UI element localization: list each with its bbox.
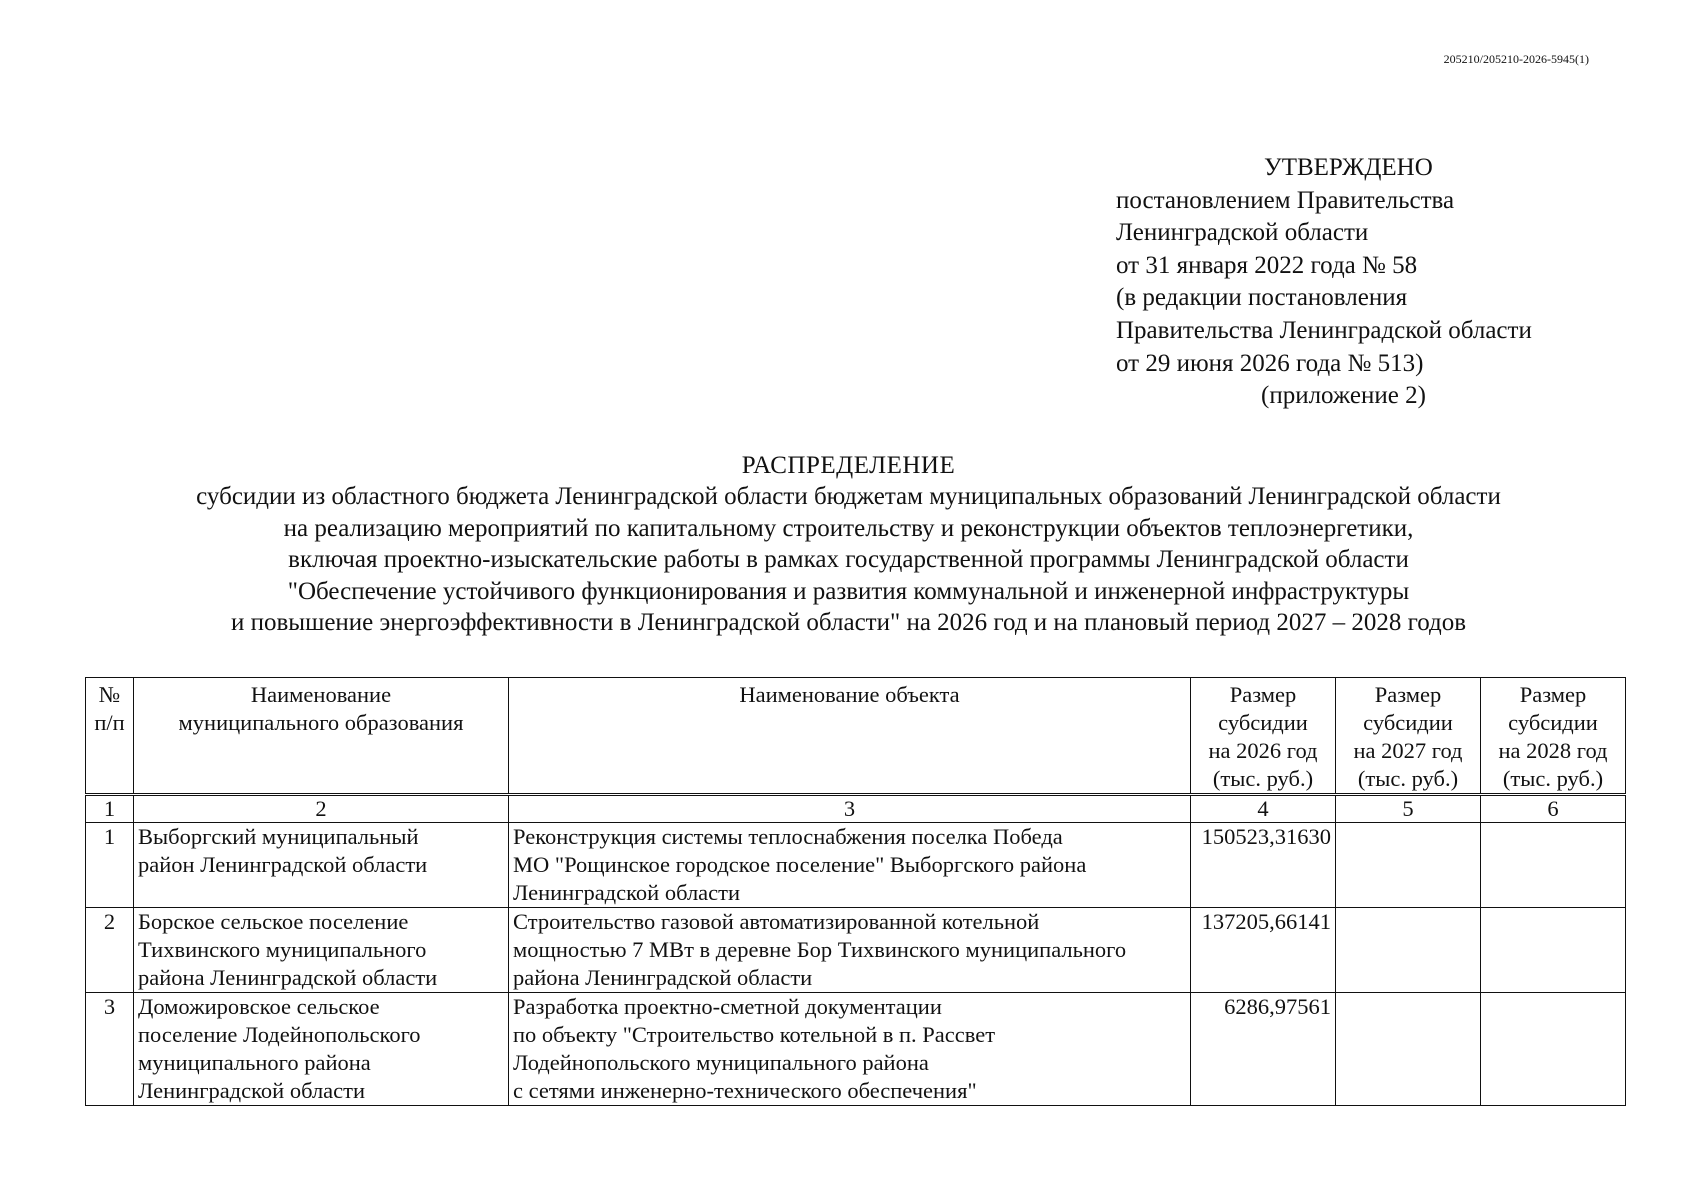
table-row — [86, 908, 1626, 993]
amount-2027 — [1336, 908, 1481, 993]
amount-2028 — [1481, 908, 1626, 993]
municipality-cell: Выборгский муниципальный район Ленинградской области — [134, 823, 509, 908]
approval-appendix: (приложение 2) — [1261, 382, 1426, 410]
amount-2026: 137205,66141 — [1191, 908, 1336, 993]
column-number: 6 — [1481, 795, 1626, 823]
column-number: 1 — [86, 795, 134, 823]
document-id: 205210/205210-2026-5945(1) — [1443, 52, 1589, 66]
approval-line: Правительства Ленинградской области — [1116, 316, 1532, 344]
title-line: на реализацию мероприятий по капитальному строительству и реконструкции объектов теплоэнергетики, — [283, 514, 1414, 542]
object-cell: Строительство газовой автоматизированной котельной мощностью 7 МВт в деревне Бор Тихвинского муниципального района Ленинградской области — [509, 908, 1191, 993]
title-line: включая проектно-изыскательские работы в рамках государственной программы Ленинградской области — [288, 546, 1409, 574]
table-header-row — [86, 678, 1626, 795]
row-number: 1 — [86, 823, 134, 908]
document-title: РАСПРЕДЕЛЕНИЕ — [741, 452, 956, 479]
approval-line: постановлением Правительства — [1116, 186, 1455, 214]
row-number: 3 — [86, 993, 134, 1106]
approval-line: от 29 июня 2026 года № 513) — [1116, 349, 1424, 377]
approval-line: (в редакции постановления — [1116, 284, 1408, 312]
header-2027: Размер субсидии на 2027 год (тыс. руб.) — [1336, 678, 1481, 795]
table-row — [86, 823, 1626, 908]
title-line: субсидии из областного бюджета Ленинградской области бюджетам муниципальных образований Ленинградской области — [196, 483, 1501, 511]
object-cell: Реконструкция системы теплоснабжения поселка Победа МО "Рощинское городское поселение" Выборгского района Ленинградской области — [509, 823, 1191, 908]
amount-2026: 6286,97561 — [1191, 993, 1336, 1106]
approval-stamp — [1116, 152, 1532, 413]
header-municipality: Наименование муниципального образования — [134, 678, 509, 795]
column-number-row — [86, 795, 1626, 823]
amount-2026: 150523,31630 — [1191, 823, 1336, 908]
column-number: 4 — [1191, 795, 1336, 823]
header-2026: Размер субсидии на 2026 год (тыс. руб.) — [1191, 678, 1336, 795]
object-cell: Разработка проектно-сметной документации по объекту "Строительство котельной в п. Рассвет Лодейнопольского муниципального района с сетями инженерно-технического обеспечения" — [509, 993, 1191, 1106]
amount-2027 — [1336, 993, 1481, 1106]
amount-2028 — [1481, 993, 1626, 1106]
table-row — [86, 993, 1626, 1106]
municipality-cell: Доможировское сельское поселение Лодейнопольского муниципального района Ленинградской области — [134, 993, 509, 1106]
column-number: 5 — [1336, 795, 1481, 823]
header-object: Наименование объекта — [509, 678, 1191, 795]
approval-heading: УТВЕРЖДЕНО — [1264, 154, 1433, 181]
column-number: 2 — [134, 795, 509, 823]
title-line: "Обеспечение устойчивого функционирования и развития коммунальной и инженерной инфраструктуры — [287, 577, 1410, 605]
approval-line: от 31 января 2022 года № 58 — [1116, 251, 1418, 279]
approval-line: Ленинградской области — [1116, 219, 1369, 247]
title-line: и повышение энергоэффективности в Ленинградской области" на 2026 год и на плановый период 2027 – 2028 годов — [230, 609, 1467, 637]
amount-2027 — [1336, 823, 1481, 908]
row-number: 2 — [86, 908, 134, 993]
amount-2028 — [1481, 823, 1626, 908]
municipality-cell: Борское сельское поселение Тихвинского муниципального района Ленинградской области — [134, 908, 509, 993]
header-2028: Размер субсидии на 2028 год (тыс. руб.) — [1481, 678, 1626, 795]
subsidy-distribution-table — [85, 677, 1626, 1106]
header-number: № п/п — [86, 678, 134, 795]
document-title-block — [0, 450, 1697, 638]
column-number: 3 — [509, 795, 1191, 823]
